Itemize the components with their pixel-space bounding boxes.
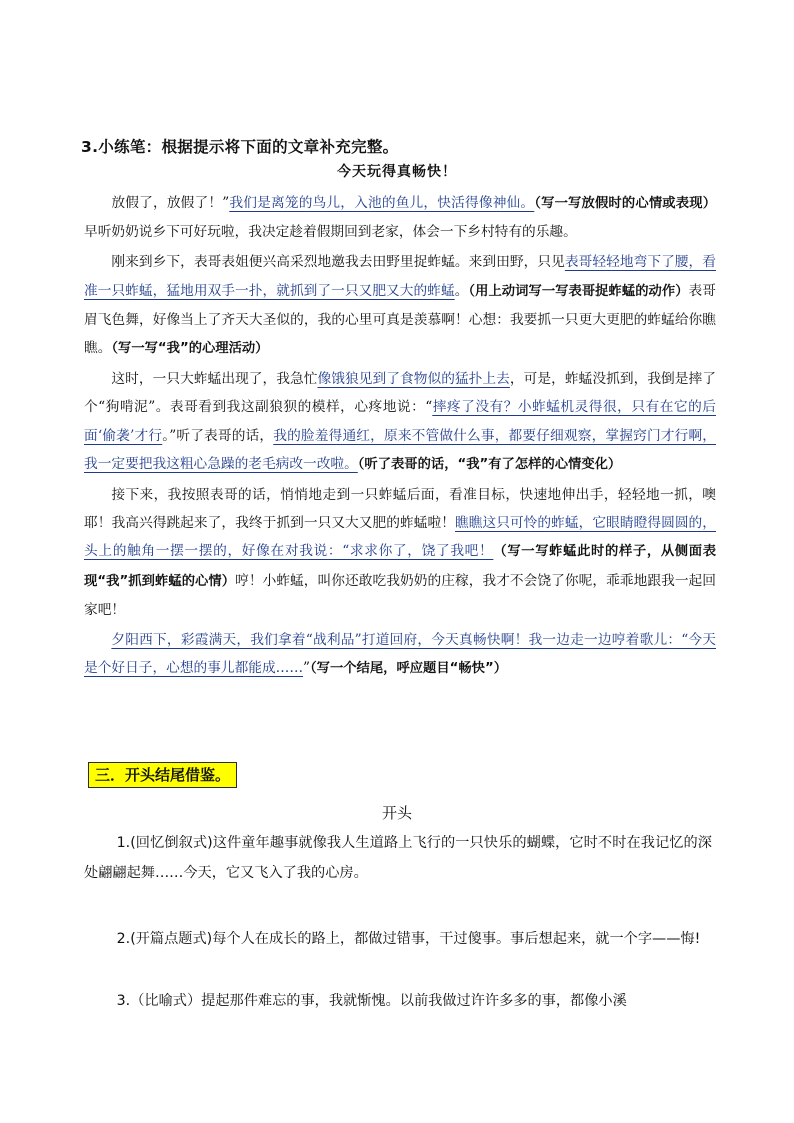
exercise-title: 3.小练笔：根据提示将下面的文章补充完整。 bbox=[81, 138, 399, 156]
story-text: 这时，一只大蚱蜢出现了，我急忙 bbox=[111, 371, 318, 388]
story-title: 今天玩得真畅快！ bbox=[337, 164, 457, 180]
opening-example-3: 3.（比喻式）提起那件难忘的事，我就惭愧。以前我做过许许多多的事，都像小溪 bbox=[116, 993, 627, 1009]
story-paragraph-4 bbox=[84, 481, 716, 624]
story-text: 表哥眉飞色舞，好像当上了齐天大圣似的，我的心里可真是羡慕啊！心想：我要抓一只更大更肥的蚱蜢给你瞧瞧。 bbox=[84, 282, 716, 357]
opening-example-2: 2.(开篇点题式)每个人在成长的路上，都做过错事，干过傻事。事后想起来，就一个字——悔! bbox=[116, 931, 701, 947]
story-text: 哼！小蚱蜢，叫你还敢吃我奶奶的庄稼，我才不会饶了你呢，乖乖地跟我一起回家吧！ bbox=[84, 572, 716, 618]
writing-hint: （写一写“我”的心理活动） bbox=[111, 341, 269, 357]
story-paragraph-1 bbox=[84, 189, 716, 246]
filled-answer-text: 摔疼了没有？小蚱蜢机灵得很，只有在它的后面‘偷袭’才行 bbox=[84, 399, 716, 444]
filled-answer-text: 我们是离笼的鸟儿，入池的鱼儿，快活得像神仙。 bbox=[229, 195, 535, 211]
filled-answer-text: 像饿狼见到了食物似的猛扑上去 bbox=[317, 371, 510, 388]
filled-answer-text: 瞧瞧这只可怜的蚱蜢，它眼睛瞪得圆圆的，头上的触角一摆一摆的，好像在对我说：“求求你了，饶了我吧！ bbox=[84, 515, 716, 560]
writing-hint: （听了表哥的话，“我”有了怎样的心情变化） bbox=[357, 456, 622, 472]
story-text: 。”听了表哥的话， bbox=[162, 427, 274, 444]
writing-hint: （用上动词写一写表哥捉蚱蜢的动作） bbox=[468, 283, 689, 299]
writing-hint: （写一个结尾，呼应题目“畅快”） bbox=[310, 661, 507, 677]
opening-example-1: 1.(回忆倒叙式)这件童年趣事就像我人生道路上飞行的一只快乐的蝴蝶，它时不时在我记忆的深处翩翩起舞……今天，它又飞入了我的心房。 bbox=[84, 835, 712, 881]
story-text: 放假了，放假了！” bbox=[111, 195, 230, 211]
filled-answer-text: 夕阳西下，彩霞满天，我们拿着“战利品”打道回府，今天真畅快啊！我一边走一边哼着歌儿：“今天是个好日子，心想的事儿都能成…… bbox=[84, 632, 716, 677]
story-body bbox=[84, 189, 716, 683]
story-text: ” bbox=[303, 660, 311, 677]
story-text: ，可是，蚱蜢没抓到，我倒是摔了个“狗啃泥”。表哥看到我这副狼狈的模样，心疼地说：“ bbox=[84, 371, 716, 416]
story-paragraph-3 bbox=[84, 365, 716, 479]
filled-answer-text: 我的脸羞得通红，原来不管做什么事，都要仔细观察，掌握窍门才行啊，我一定要把我这粗心急躁的老毛病改一改啦。 bbox=[84, 427, 716, 472]
filled-answer-text: 表哥轻轻地弯下了腰，看准一只蚱蜢，猛地用双手一扑，就抓到了一只又肥又大的蚱蜢 bbox=[84, 254, 716, 299]
story-text: 。 bbox=[454, 282, 469, 299]
writing-hint: （写一写蚱蜢此时的样子，从侧面表现“我”抓到蚱蜢的心情） bbox=[84, 544, 716, 589]
story-paragraph-2 bbox=[84, 248, 716, 363]
section-heading-highlight: 三．开头结尾借鉴。 bbox=[88, 762, 237, 788]
story-text: 刚来到乡下，表哥表姐便兴高采烈地邀我去田野里捉蚱蜢。来到田野，只见 bbox=[111, 254, 565, 271]
writing-hint: （写一写放假时的心情或表现） bbox=[534, 196, 716, 211]
opening-subtitle: 开头 bbox=[381, 804, 412, 822]
story-text: 早听奶奶说乡下可好玩啦，我决定趁着假期回到老家，体会一下乡村特有的乐趣。 bbox=[84, 224, 577, 241]
story-paragraph-5 bbox=[84, 626, 716, 683]
story-text: 接下来，我按照表哥的话，悄悄地走到一只蚱蜢后面，看准目标，快速地伸出手，轻轻地一抓，噢耶！我高兴得跳起来了，我终于抓到一只又大又肥的蚱蜢啦！ bbox=[84, 487, 716, 532]
